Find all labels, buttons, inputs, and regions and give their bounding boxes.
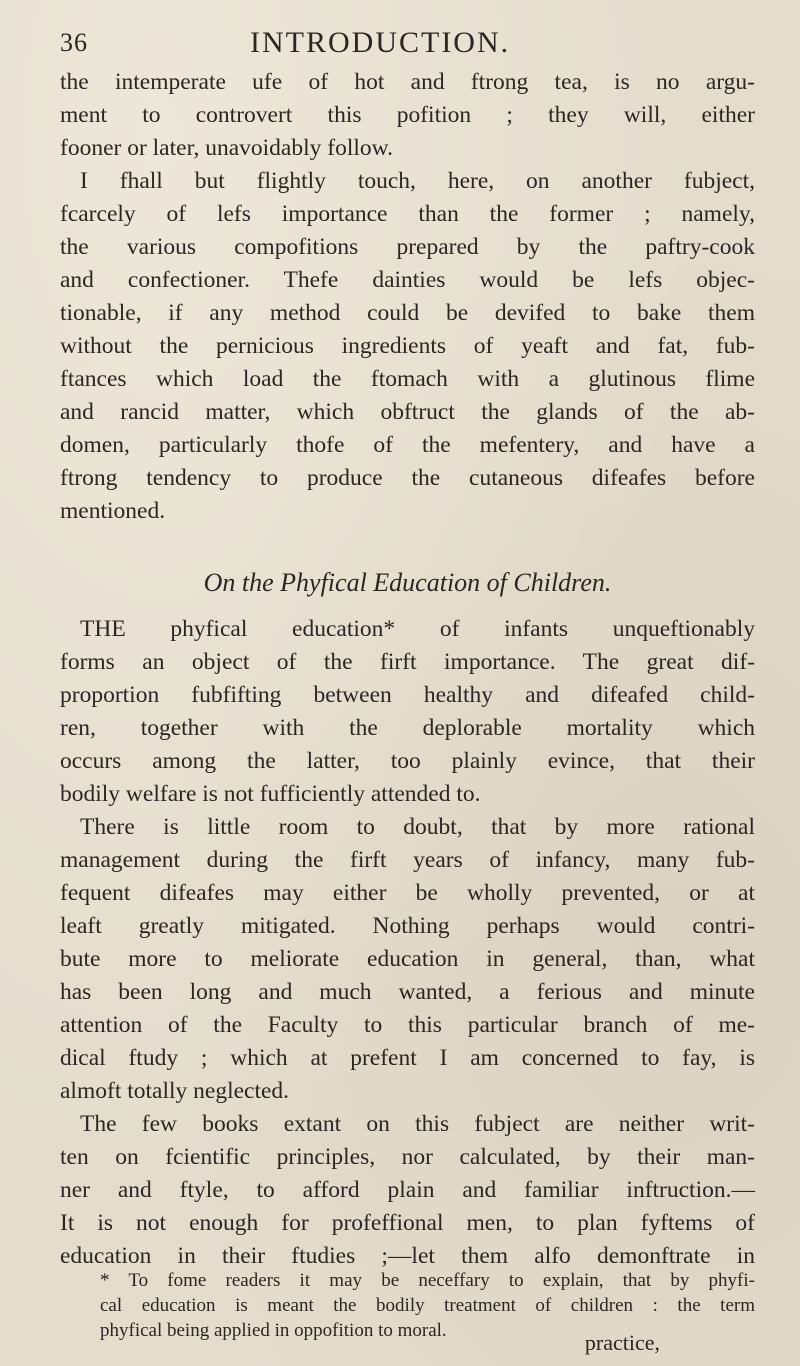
text-line: almoft totally neglected. (60, 1078, 290, 1104)
text-line: ftrong tendency to produce the cutaneous difeafes before (60, 465, 755, 491)
text-line: leaft greatly mitigated. Nothing perhaps would contri- (60, 913, 755, 939)
text-line: has been long and much wanted, a ferious and minute (60, 979, 755, 1005)
text-line: ment to controvert this pofition ; they will, either (60, 102, 755, 128)
section-title: On the Phyfical Education of Children. (203, 568, 612, 597)
text-line: forms an object of the firft importance. The great dif- (60, 649, 755, 675)
text-line: and confectioner. Thefe dainties would be lefs objec- (60, 267, 755, 293)
text-line: occurs among the latter, too plainly evince, that their (60, 748, 755, 774)
text-line: fcarcely of lefs importance than the former ; namely, (60, 201, 755, 227)
catchword: practice, (584, 1330, 660, 1355)
text-line: ftances which load the ftomach with a glutinous flime (60, 366, 755, 392)
text-line: domen, particularly thofe of the mefentery, and have a (60, 432, 755, 458)
running-head: INTRODUCTION. (250, 26, 511, 59)
text-line: bodily welfare is not fufficiently attended to. (60, 781, 481, 807)
paragraph-2 (60, 165, 755, 528)
footnote-line: * To fome readers it may be neceffary to explain, that by phyfi- (100, 1270, 755, 1291)
text-line: The few books extant on this fubject are neither writ- (80, 1111, 755, 1137)
paragraph-5 (60, 1108, 755, 1273)
text-line: fequent difeafes may either be wholly prevented, or at (60, 880, 755, 906)
paragraph-1 (60, 66, 755, 165)
page-header (60, 22, 740, 62)
text-line: tionable, if any method could be devifed to bake them (60, 300, 755, 326)
text-line: fooner or later, unavoidably follow. (60, 135, 393, 161)
footnote-line: phyfical being applied in oppofition to moral. (100, 1320, 447, 1341)
text-line: without the pernicious ingredients of yeaft and fat, fub- (60, 333, 755, 359)
text-line: proportion fubfifting between healthy and difeafed child- (60, 682, 755, 708)
body-text (60, 66, 755, 1273)
text-line: and rancid matter, which obftruct the glands of the ab- (60, 399, 755, 425)
footnote-line: cal education is meant the bodily treatment of children : the term (100, 1295, 755, 1316)
text-line: the intemperate ufe of hot and ftrong tea, is no argu- (60, 69, 755, 95)
paragraph-4 (60, 811, 755, 1108)
paragraph-3 (60, 613, 755, 811)
text-line: ten on fcientific principles, nor calculated, by their man- (60, 1144, 755, 1170)
text-line: bute more to meliorate education in general, than, what (60, 946, 755, 972)
text-line: the various compofitions prepared by the paftry-cook (60, 234, 755, 260)
text-line: mentioned. (60, 498, 166, 524)
text-line: It is not enough for profeffional men, to plan fyftems of (60, 1210, 755, 1236)
text-line: attention of the Faculty to this particular branch of me- (60, 1012, 755, 1038)
text-line: THE phyfical education* of infants unqueftionably (80, 616, 755, 642)
text-line: ren, together with the deplorable mortality which (60, 715, 755, 741)
text-line: There is little room to doubt, that by more rational (80, 814, 755, 840)
page-number: 36 (60, 28, 88, 57)
text-line: I fhall but flightly touch, here, on another fubject, (80, 168, 755, 194)
text-line: dical ftudy ; which at prefent I am concerned to fay, is (60, 1045, 755, 1071)
text-line: management during the firft years of infancy, many fub- (60, 847, 755, 873)
text-line: education in their ftudies ;—let them alfo demonftrate in (60, 1243, 755, 1269)
text-line: ner and ftyle, to afford plain and familiar inftruction.— (60, 1177, 755, 1203)
